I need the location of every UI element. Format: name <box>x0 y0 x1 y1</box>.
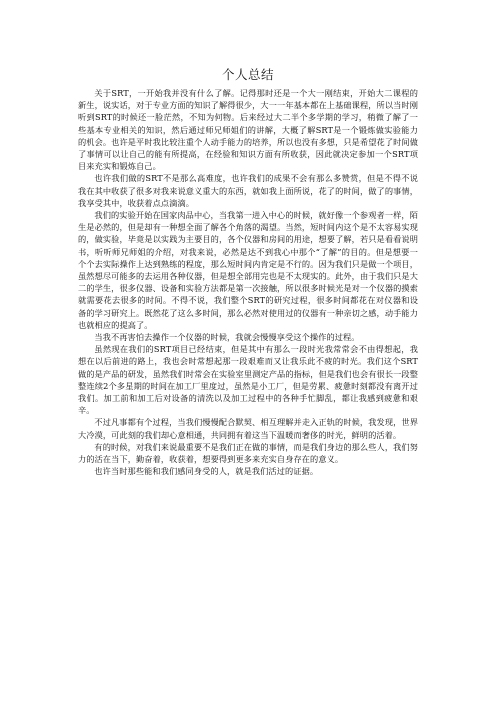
paragraph: 当我不再害怕去操作一个仪器的时候，我就会慢慢享受这个操作的过程。 <box>94 332 360 343</box>
paragraph: 虽然现在我们的SRT项目已经结束，但是其中有那么一段时光我常常会不由得想起，我想在以后前进的路上，我也会时常想起那一段艰难而又让我乐此不疲的时光。我们这个SRT做的是产品的研发，虽然我们时常会在实验室里测定产品的指标，但是我们也会有很长一段整整连续2个多星期的时间在加工厂里度过，虽然是小工厂，但是劳累、疲惫时刻都没有离开过我们。加工前和加工后对设备的清洗以及加工过程中的各种手忙脚乱，都让我感到疲惫和艰辛。 <box>78 344 418 416</box>
paragraph: 也许我们做的SRT不是那么高难度，也许我们的成果不会有那么多赞赏，但是不得不说我在其中收获了很多对我来说意义重大的东西，就如我上面所说，花了的时间，做了的事情，我享受其中，收获着点点滴滴。 <box>78 173 418 208</box>
page-title: 个人总结 <box>221 67 274 82</box>
paragraph: 关于SRT，一开始我并没有什么了解。记得那时还是一个大一刚结束，开始大二课程的新生，说实话，对于专业方面的知识了解得很少，大一一年基本都在上基础课程，所以当时刚听到SRT的时候还一脸茫然，不知为何物。后来经过大二半个多学期的学习，稍微了解了一些基本专业相关的知识，然后通过师兄师姐们的讲解，大概了解SRT是一个锻炼做实验能力的机会。也许是平时我比较注重个人动手能力的培养，所以也没有多想，只是希望花了时间做了事情可以让自己的能有所提高，在经验和知识方面有所收获，因此就决定参加一个SRT项目来充实和锻炼自己。 <box>78 88 418 172</box>
paragraph: 不过凡事都有个过程，当我们慢慢配合默契、相互理解并走入正轨的时候，我发现，世界大冷漠，可此刻的我们却心意相通，共同拥有着这当下温暖而奢侈的时光，鲜明的活着。 <box>78 417 418 440</box>
body-text <box>78 87 418 478</box>
paragraph: 我们的实验开始在国家肉品中心，当我第一进入中心的时候，就好像一个参观者一样，陌生是必然的，但是却有一种想全面了解各个角落的渴望。当然，短时间内这个是不太容易实现的，做实验，毕竟是以实践为主要目的，各个仪器和房间的用途，想要了解，若只是看看说明书，听听师兄师姐的介绍，对我来说，必然是达不到我心中那个“了解”的目的。但是想要一个个去实际操作上达到熟练的程度，那么短时间内肯定是不行的。因为我们只是做一个项目，虽然想尽可能多的去运用各种仪器，但是想全部用完也是不太现实的。此外，由于我们只是大二的学生，很多仪器、设备和实验方法都是第一次接触，所以很多时候光是对一个仪器的摸索就需要花去很多的时间。不得不说，我们整个SRT的研究过程，很多时间都花在对仪器和设备的学习研究上。既然花了这么多时间，那么必然对使用过的仪器有一种亲切之感，动手能力也就相应的提高了。 <box>78 210 418 330</box>
paragraph: 有的时候，对我们来说最重要不是我们正在做的事情，而是我们身边的那么些人，我们努力的活在当下，勤奋着，收获着，想要得到更多来充实自身存在的意义。 <box>78 441 418 465</box>
paragraph: 也许当时那些能和我们感同身受的人，就是我们活过的证据。 <box>94 466 319 477</box>
